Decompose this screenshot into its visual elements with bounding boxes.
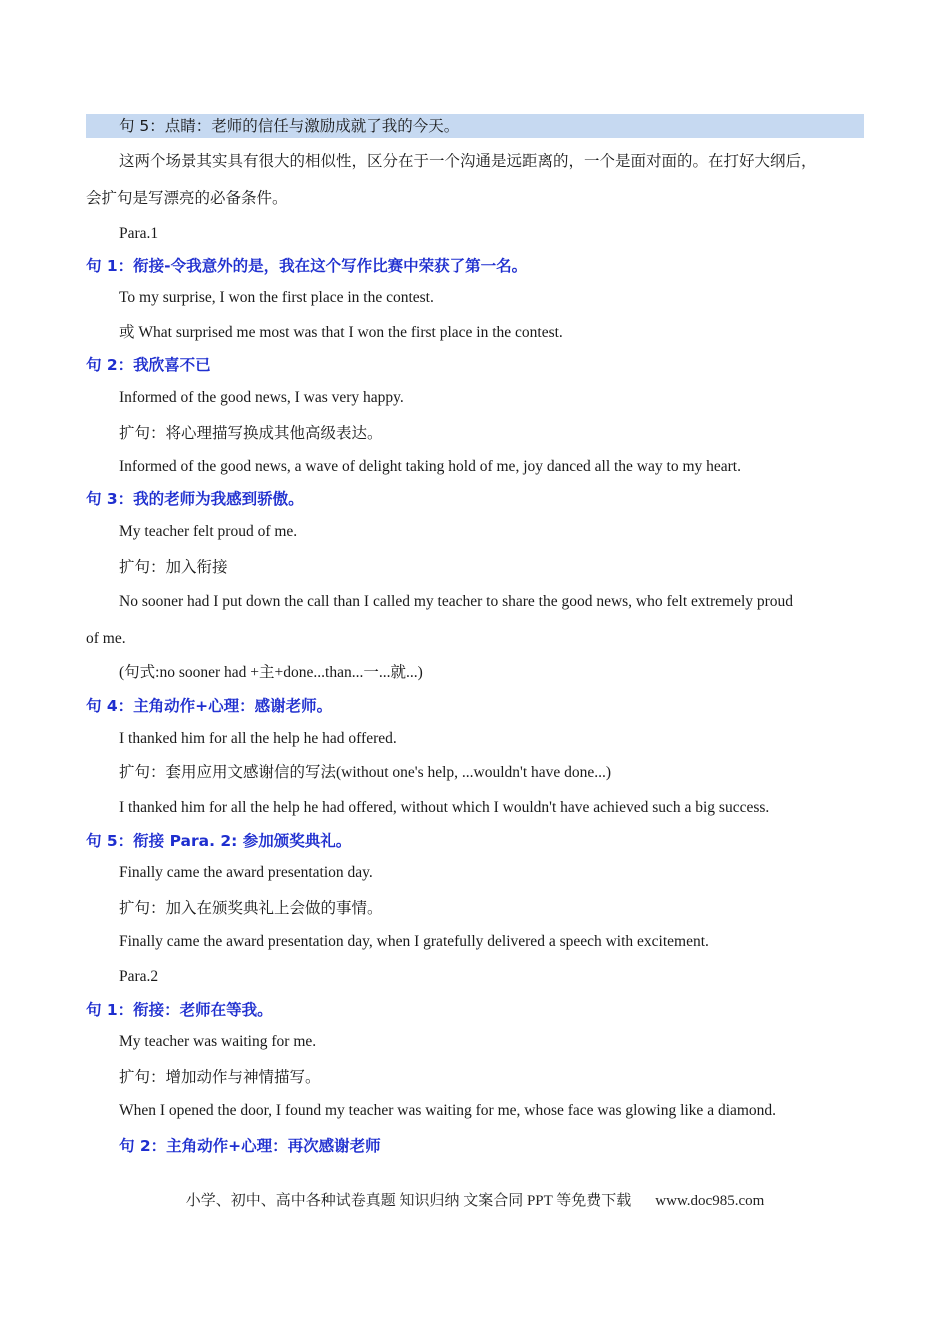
p1-sentence5-heading: 句 5：衔接 Para. 2: 参加颁奖典礼。 [86,832,352,850]
page-footer [0,1191,950,1211]
p1-sentence3-pattern-note: (句式:no sooner had +主+done...than...一...就...) [119,664,423,681]
footer-website[interactable]: www.doc985.com [655,1193,765,1209]
p1-sentence5-expand-label: 扩句：加入在颁奖典礼上会做的事情。 [119,899,383,917]
p1-sentence4-expanded: I thanked him for all the help he had offered, without which I wouldn't have achieved such a big success. [119,799,770,816]
p1-sentence3-heading: 句 3：我的老师为我感到骄傲。 [86,490,304,508]
p1-sentence3-expanded-line2: of me. [86,630,126,647]
p1-sentence2-english: Informed of the good news, I was very happy. [119,389,404,406]
p1-sentence1-alternative: 或 What surprised me most was that I won the first place in the contest. [119,324,563,341]
p2-sentence1-expand-label: 扩句：增加动作与神情描写。 [119,1068,321,1086]
p1-sentence2-expand-label: 扩句：将心理描写换成其他高级表达。 [119,424,383,442]
p1-sentence4-expand-label: 扩句：套用应用文感谢信的写法(without one's help, ...wouldn't have done...) [119,764,612,781]
p1-sentence5-expanded: Finally came the award presentation day, when I gratefully delivered a speech with excitement. [119,933,709,950]
p1-sentence5-english: Finally came the award presentation day. [119,864,373,881]
p1-sentence4-heading: 句 4：主角动作+心理：感谢老师。 [86,697,333,715]
p1-sentence3-expand-label: 扩句：加入衔接 [119,558,228,576]
p2-sentence1-english: My teacher was waiting for me. [119,1033,317,1050]
p1-sentence2-heading: 句 2：我欣喜不已 [86,356,211,374]
p1-sentence2-expanded: Informed of the good news, a wave of delight taking hold of me, joy danced all the way to my heart. [119,458,741,475]
p2-sentence2-heading: 句 2：主角动作+心理：再次感谢老师 [119,1137,381,1155]
p1-sentence3-expanded-line1: No sooner had I put down the call than I called my teacher to share the good news, who felt extremely proud [119,593,794,610]
footer-text: 小学、初中、高中各种试卷真题 知识归纳 文案合同 PPT 等免费下载 [185,1193,632,1209]
para2-label: Para.2 [119,968,159,985]
p1-sentence3-english: My teacher felt proud of me. [119,523,298,540]
intro-highlight-text: 句 5：点睛：老师的信任与激励成就了我的今天。 [119,117,460,135]
intro-paragraph-line2: 会扩句是写漂亮的必备条件。 [86,189,288,207]
p2-sentence1-heading: 句 1：衔接：老师在等我。 [86,1001,273,1019]
p1-sentence1-heading: 句 1：衔接-令我意外的是，我在这个写作比赛中荣获了第一名。 [86,257,528,275]
p2-sentence1-expanded: When I opened the door, I found my teacher was waiting for me, whose face was glowing like a diamond. [119,1102,777,1119]
intro-paragraph-line1: 这两个场景其实具有很大的相似性，区分在于一个沟通是远距离的，一个是面对面的。在打好大纲后， [119,152,817,170]
para1-label: Para.1 [119,225,159,242]
p1-sentence4-english: I thanked him for all the help he had offered. [119,730,397,747]
p1-sentence1-english: To my surprise, I won the first place in the contest. [119,289,434,306]
